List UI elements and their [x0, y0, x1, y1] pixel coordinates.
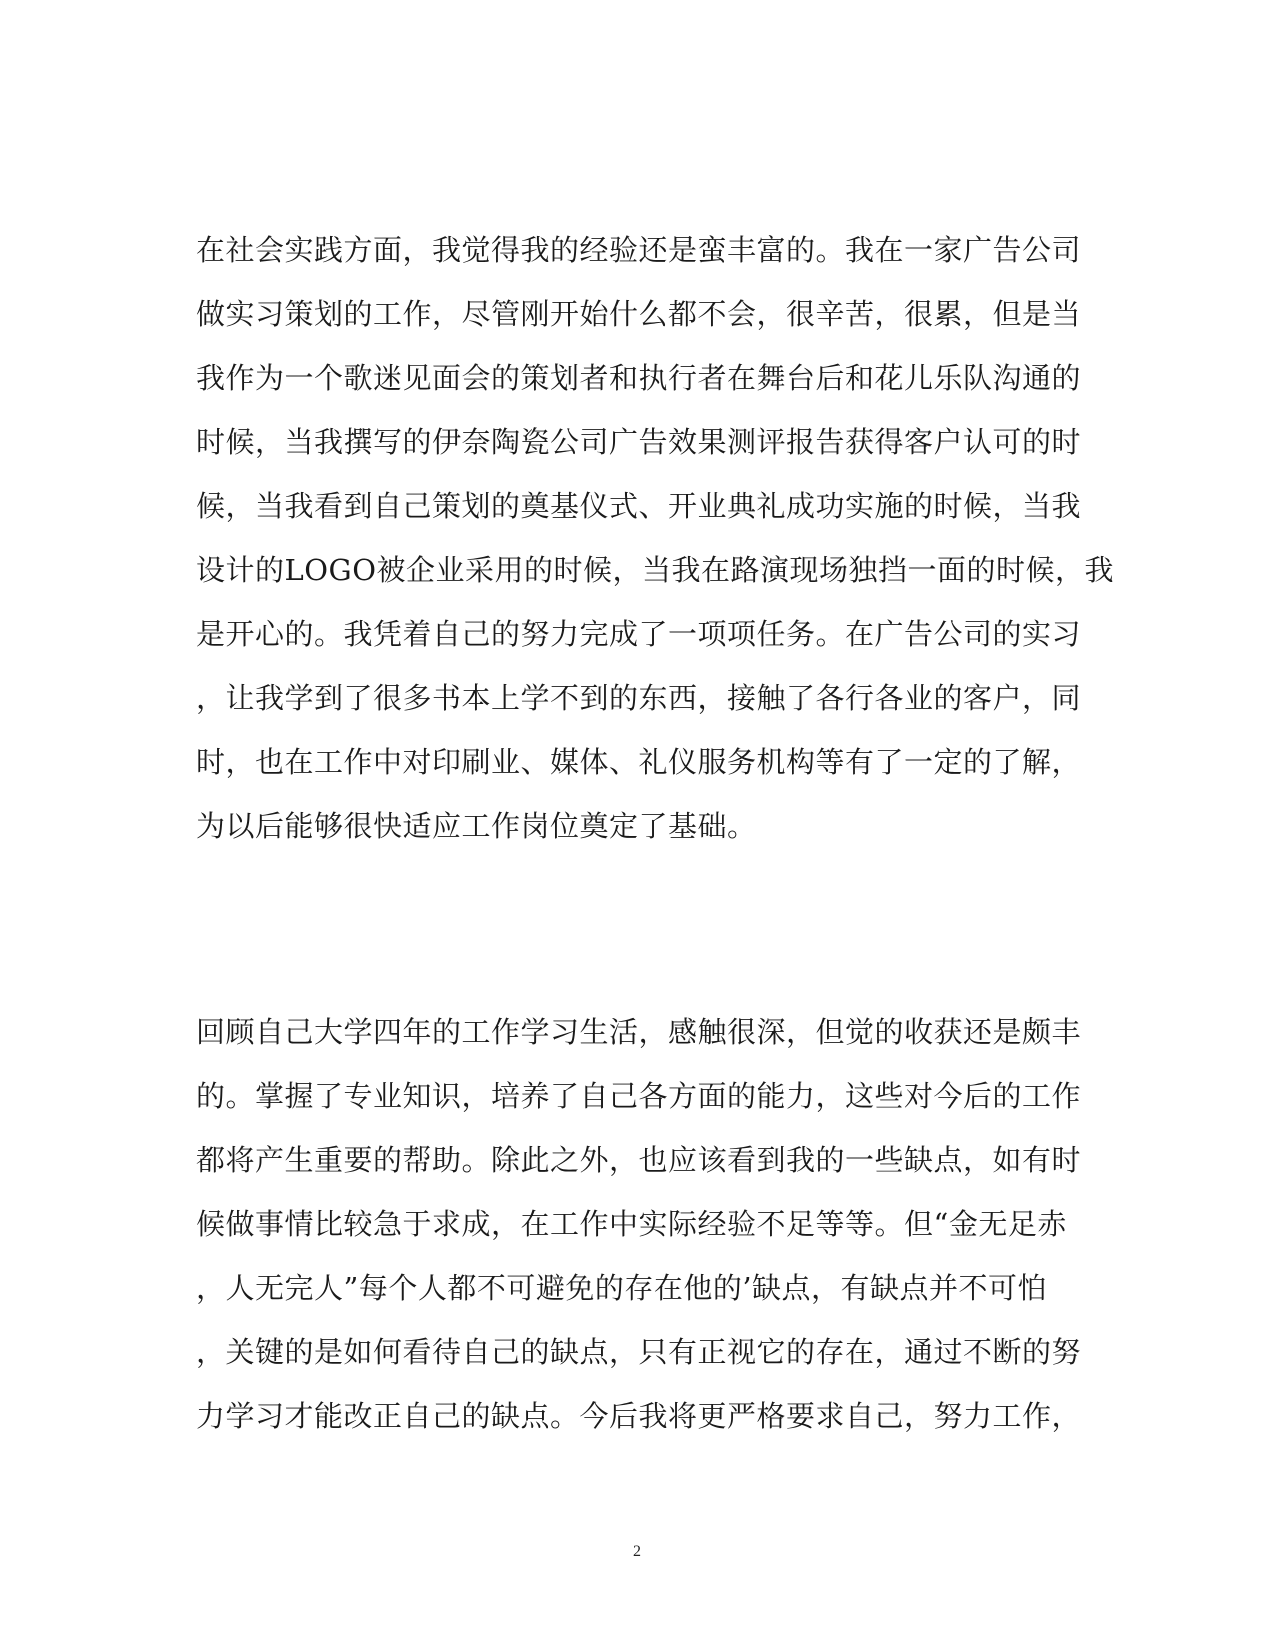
- text-line: 候做事情比较急于求成，在工作中实际经验不足等等。但“金无足赤: [196, 1207, 1067, 1241]
- text-line: 时，也在工作中对印刷业、媒体、礼仪服务机构等有了一定的了解，: [196, 745, 1082, 779]
- text-line: ，人无完人”每个人都不可避免的存在他的’缺点，有缺点并不可怕: [196, 1271, 1048, 1305]
- text-line: 的。掌握了专业知识，培养了自己各方面的能力，这些对今后的工作: [196, 1079, 1082, 1113]
- text-line: 做实习策划的工作，尽管刚开始什么都不会，很辛苦，很累，但是当: [196, 297, 1082, 331]
- text-line: ，让我学到了很多书本上学不到的东西，接触了各行各业的客户，同: [196, 681, 1082, 715]
- paragraph-social-practice: [196, 218, 1114, 858]
- text-line: 我作为一个歌迷见面会的策划者和执行者在舞台后和花儿乐队沟通的: [196, 361, 1082, 395]
- page-number: 2: [633, 1543, 641, 1560]
- text-line: 候，当我看到自己策划的奠基仪式、开业典礼成功实施的时候，当我: [196, 489, 1082, 523]
- text-line: 都将产生重要的帮助。除此之外，也应该看到我的一些缺点，如有时: [196, 1143, 1082, 1177]
- text-line: 在社会实践方面，我觉得我的经验还是蛮丰富的。我在一家广告公司: [196, 233, 1082, 267]
- text-line: 力学习才能改正自己的缺点。今后我将更严格要求自己，努力工作，: [196, 1399, 1082, 1433]
- paragraph-review: [196, 1000, 1082, 1448]
- text-line: 回顾自己大学四年的工作学习生活，感触很深，但觉的收获还是颇丰: [196, 1015, 1082, 1049]
- text-line: 设计的LOGO被企业采用的时候，当我在路演现场独挡一面的时候，我: [196, 553, 1114, 587]
- text-line: ，关键的是如何看待自己的缺点，只有正视它的存在，通过不断的努: [196, 1335, 1082, 1369]
- text-line: 时候，当我撰写的伊奈陶瓷公司广告效果测评报告获得客户认可的时: [196, 425, 1082, 459]
- text-line: 为以后能够很快适应工作岗位奠定了基础。: [196, 809, 757, 843]
- text-line: 是开心的。我凭着自己的努力完成了一项项任务。在广告公司的实习: [196, 617, 1082, 651]
